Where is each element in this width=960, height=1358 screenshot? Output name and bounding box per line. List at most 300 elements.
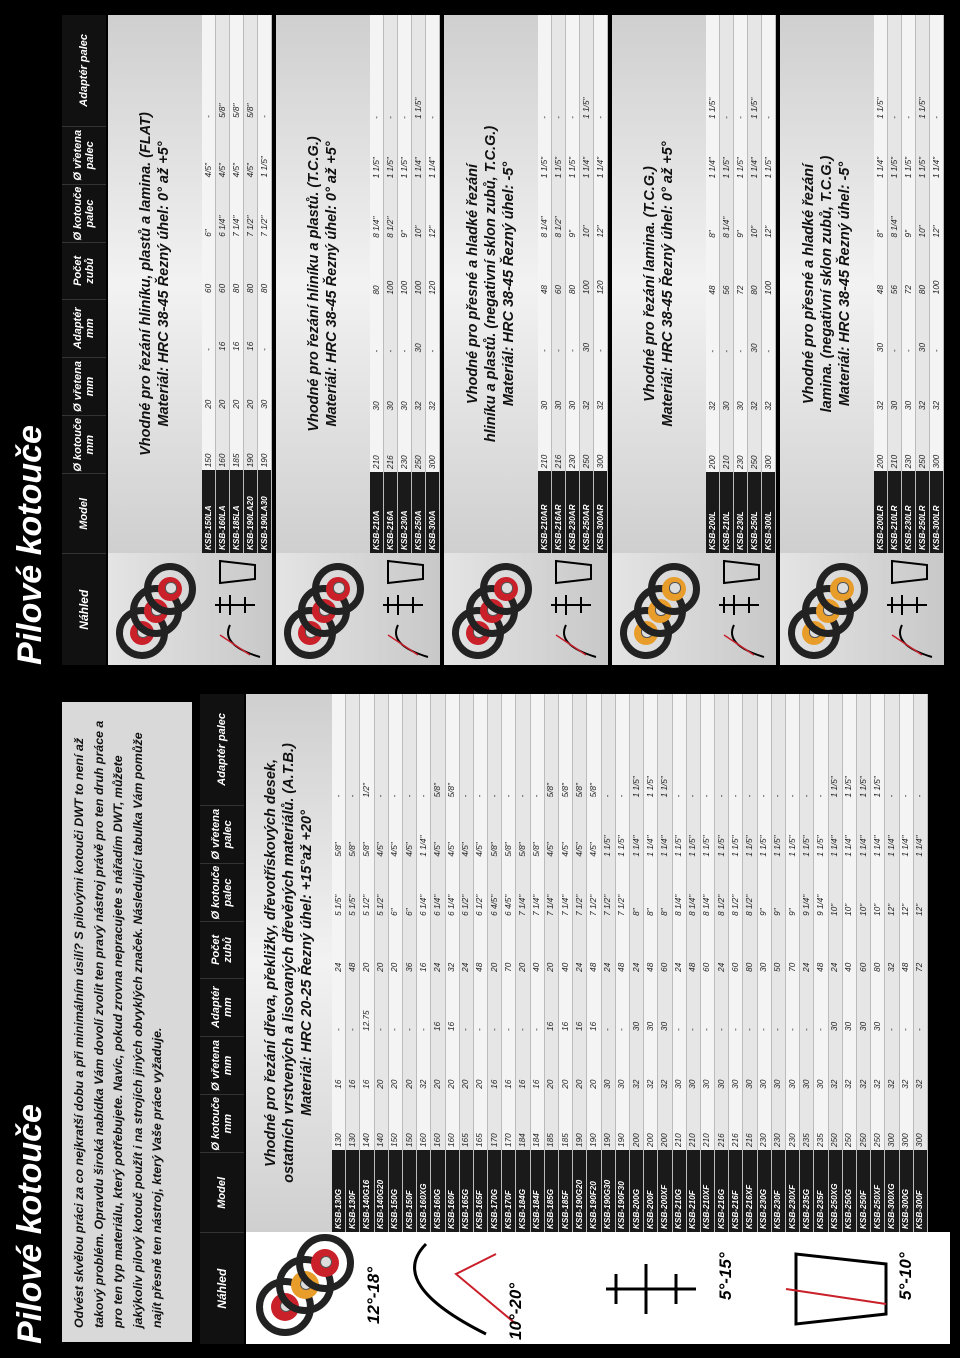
value-cell: -: [473, 694, 487, 800]
value-cell: 300: [594, 413, 608, 471]
header-vreteno-palec: Ø vřetena palec: [200, 806, 244, 864]
value-cell: 30: [771, 1034, 785, 1092]
value-cell: 20: [202, 354, 216, 412]
table-row: [417, 694, 431, 1232]
value-cell: -: [888, 297, 902, 355]
model-cell: KSB-250XG: [828, 1150, 842, 1232]
angle-label: 5°-15°: [716, 1252, 735, 1300]
value-cell: -: [757, 975, 771, 1034]
table-row: [516, 694, 530, 1232]
value-cell: 5/8": [346, 800, 360, 859]
value-cell: 30: [580, 297, 594, 355]
value-cell: 9": [566, 181, 580, 240]
value-cell: -: [902, 15, 916, 122]
value-cell: 5 1/2": [360, 860, 374, 919]
table-row: [594, 15, 608, 553]
value-cell: 16: [559, 975, 573, 1034]
value-cell: 1 1/5": [874, 15, 888, 122]
value-cell: 5/8": [244, 15, 258, 121]
value-cell: 30: [842, 975, 856, 1034]
value-cell: -: [734, 15, 748, 122]
table-row: [360, 694, 374, 1232]
value-cell: -: [566, 297, 580, 355]
header-model: Model: [200, 1153, 244, 1233]
value-cell: 100: [412, 241, 426, 298]
model-cell: KSB-150G: [388, 1150, 402, 1232]
table-row: [715, 694, 729, 1232]
value-cell: 1 1/5": [644, 694, 658, 800]
value-cell: 1 1/5": [757, 800, 771, 859]
value-cell: 20: [431, 1034, 445, 1092]
value-cell: 36: [402, 919, 416, 975]
group-table: [874, 15, 944, 553]
value-cell: 4/5": [459, 800, 473, 859]
desc-line: Vhodné pro přesné a hladké řezání: [465, 163, 481, 405]
value-cell: 216: [729, 1092, 743, 1150]
model-cell: KSB-230LR: [902, 471, 916, 553]
table-row: [658, 694, 672, 1232]
value-cell: 210: [720, 414, 734, 473]
value-cell: 16: [346, 1034, 360, 1092]
value-cell: -: [530, 694, 544, 800]
group-description: [276, 15, 370, 553]
value-cell: 1 1/5": [748, 15, 762, 122]
value-cell: 24: [828, 919, 842, 975]
value-cell: 5/8": [332, 800, 346, 859]
model-cell: KSB-140G20: [374, 1150, 388, 1232]
value-cell: -: [930, 15, 944, 122]
value-cell: 24: [715, 919, 729, 975]
blade-group: [612, 15, 776, 665]
value-cell: 300: [762, 414, 776, 473]
value-cell: 1 1/4": [856, 800, 870, 859]
value-cell: -: [913, 975, 927, 1034]
value-cell: 30: [734, 356, 748, 414]
value-cell: 30: [800, 1034, 814, 1092]
model-cell: KSB-216G: [715, 1150, 729, 1232]
value-cell: 250: [871, 1092, 885, 1150]
value-cell: 9 1/4": [800, 860, 814, 919]
model-cell: KSB-300A: [426, 472, 440, 553]
desc-material: Materiál: HRC 20-25 Řezný úhel: +15°až +20°: [299, 810, 315, 1116]
value-cell: 120: [594, 240, 608, 297]
value-cell: 30: [748, 298, 762, 356]
value-cell: 235: [814, 1092, 828, 1150]
value-cell: 1 1/5": [916, 15, 930, 122]
value-cell: -: [459, 975, 473, 1034]
value-cell: 30: [700, 1034, 714, 1092]
table-row: [700, 694, 714, 1232]
value-cell: 32: [913, 1034, 927, 1092]
value-cell: 5 1/2": [374, 860, 388, 919]
value-cell: -: [720, 15, 734, 122]
table-row: [445, 694, 459, 1232]
value-cell: 16: [332, 1034, 346, 1092]
value-cell: -: [800, 975, 814, 1034]
page-title: Pilové kotouče: [11, 425, 49, 665]
value-cell: 230: [771, 1092, 785, 1150]
value-cell: 190: [601, 1092, 615, 1150]
value-cell: 1 1/5": [729, 800, 743, 859]
value-cell: 1 1/4": [930, 122, 944, 181]
value-cell: 216: [715, 1092, 729, 1150]
value-cell: 210: [888, 413, 902, 471]
value-cell: 216: [552, 413, 566, 471]
tooth-geometry-diagram: [704, 553, 774, 665]
table-row: [734, 15, 748, 553]
table-row: [743, 694, 757, 1232]
value-cell: -: [601, 694, 615, 800]
value-cell: 1 1/4": [706, 122, 720, 181]
group-table: [370, 15, 440, 553]
tooth-geometry-diagram: [368, 553, 438, 665]
value-cell: 10": [916, 181, 930, 240]
value-cell: 24: [672, 919, 686, 975]
value-cell: -: [374, 694, 388, 800]
model-cell: KSB-300AR: [594, 471, 608, 553]
value-cell: 24: [431, 919, 445, 975]
value-cell: 20: [388, 919, 402, 975]
value-cell: -: [615, 694, 629, 800]
value-cell: 250: [856, 1092, 870, 1150]
value-cell: 1 1/5": [800, 800, 814, 859]
value-cell: 20: [473, 1034, 487, 1092]
value-cell: -: [913, 694, 927, 800]
group-table-area: [612, 15, 776, 553]
value-cell: 8 1/2": [552, 181, 566, 240]
value-cell: 16: [445, 975, 459, 1034]
value-cell: 30: [370, 355, 384, 413]
model-cell: KSB-190LA20: [244, 470, 258, 553]
value-cell: 30: [902, 355, 916, 413]
value-cell: 24: [800, 919, 814, 975]
value-cell: -: [502, 975, 516, 1034]
header-nahled: Náhled: [215, 1268, 229, 1309]
value-cell: 30: [874, 297, 888, 355]
value-cell: 7 1/4": [544, 860, 558, 919]
value-cell: 1 1/4": [658, 800, 672, 859]
value-cell: 12": [885, 860, 899, 919]
value-cell: 1 1/4": [913, 800, 927, 859]
model-cell: KSB-200F: [644, 1150, 658, 1232]
table-row: [644, 694, 658, 1232]
desc-line: Materiál: HRC 38-45 Řezný úhel: -5°: [501, 161, 517, 407]
value-cell: 16: [417, 919, 431, 975]
value-cell: 235: [800, 1092, 814, 1150]
value-cell: -: [743, 975, 757, 1034]
value-cell: 1 1/5": [658, 694, 672, 800]
value-cell: 6 1/2": [459, 860, 473, 919]
value-cell: -: [566, 15, 580, 122]
value-cell: 1 1/5": [629, 694, 643, 800]
table-row: [426, 15, 440, 553]
value-cell: 20: [374, 1034, 388, 1092]
value-cell: -: [902, 297, 916, 355]
group-table-area: [276, 15, 440, 553]
value-cell: 30: [916, 297, 930, 355]
value-cell: 30: [828, 975, 842, 1034]
value-cell: 10": [580, 181, 594, 240]
value-cell: -: [346, 975, 360, 1034]
tooth-geometry-diagram: [536, 553, 606, 665]
table-row: [874, 15, 888, 553]
value-cell: -: [502, 694, 516, 800]
value-cell: 1 1/4": [412, 122, 426, 181]
model-cell: KSB-230G: [757, 1150, 771, 1232]
value-cell: 10": [412, 181, 426, 240]
value-cell: -: [615, 975, 629, 1034]
value-cell: 30: [757, 1034, 771, 1092]
value-cell: -: [899, 975, 913, 1034]
header-kotouc-mm: Ø kotouče mm: [200, 1095, 244, 1153]
value-cell: -: [814, 975, 828, 1034]
value-cell: 140: [374, 1092, 388, 1150]
value-cell: 300: [899, 1092, 913, 1150]
value-cell: 6": [202, 180, 216, 239]
value-cell: 32: [762, 356, 776, 414]
table-row: [916, 15, 930, 553]
value-cell: 32: [874, 355, 888, 413]
desc-line: Materiál: HRC 38-45 Řezný úhel: 0° až +5°: [156, 141, 172, 427]
value-cell: 1 1/4": [580, 122, 594, 181]
table-row: [706, 15, 720, 553]
value-cell: 1 1/4": [629, 800, 643, 859]
value-cell: 20: [488, 919, 502, 975]
model-cell: KSB-185G: [544, 1150, 558, 1232]
model-cell: KSB-230A: [398, 472, 412, 553]
value-cell: 4/5": [587, 800, 601, 859]
value-cell: 5 1/5": [346, 860, 360, 919]
value-cell: -: [488, 694, 502, 800]
value-cell: 1 1/5": [706, 15, 720, 122]
value-cell: -: [743, 694, 757, 800]
value-cell: 8 1/2": [743, 860, 757, 919]
value-cell: -: [538, 297, 552, 355]
value-cell: 5/8": [544, 694, 558, 800]
table-row: [748, 15, 762, 553]
value-cell: 1 1/5": [566, 122, 580, 181]
value-cell: -: [800, 694, 814, 800]
value-cell: 9": [734, 181, 748, 240]
value-cell: 6 4/5": [502, 860, 516, 919]
value-cell: 4/5": [573, 800, 587, 859]
value-cell: 32: [930, 355, 944, 413]
value-cell: 7 1/4": [530, 860, 544, 919]
table-row: [786, 694, 800, 1232]
value-cell: 7 1/4": [559, 860, 573, 919]
value-cell: -: [771, 975, 785, 1034]
table-row: [629, 694, 643, 1232]
value-cell: 140: [360, 1092, 374, 1150]
model-cell: KSB-185LA: [230, 470, 244, 553]
value-cell: -: [426, 15, 440, 122]
value-cell: 7 1/2": [244, 180, 258, 239]
value-cell: 8 1/4": [720, 181, 734, 240]
blade-group: [276, 15, 440, 665]
model-cell: KSB-216AR: [552, 471, 566, 553]
value-cell: 48: [686, 919, 700, 975]
model-cell: KSB-210A: [370, 472, 384, 553]
value-cell: -: [258, 296, 272, 354]
value-cell: 1 1/5": [762, 122, 776, 181]
header-adapter-mm: Adaptér mm: [200, 979, 244, 1037]
table-row: [720, 15, 734, 553]
value-cell: 32: [417, 1034, 431, 1092]
value-cell: 20: [445, 1034, 459, 1092]
value-cell: -: [552, 15, 566, 122]
value-cell: -: [757, 694, 771, 800]
value-cell: 6": [388, 860, 402, 919]
value-cell: -: [715, 975, 729, 1034]
value-cell: 32: [748, 356, 762, 414]
value-cell: 30: [566, 355, 580, 413]
table-row: [431, 694, 445, 1232]
value-cell: -: [814, 694, 828, 800]
value-cell: -: [384, 15, 398, 122]
header-kotouc-palec: Ø kotouče palec: [200, 864, 244, 922]
value-cell: 4/5": [544, 800, 558, 859]
table-row: [412, 15, 426, 553]
model-cell: KSB-184G: [516, 1150, 530, 1232]
model-cell: KSB-300XG: [885, 1150, 899, 1232]
value-cell: 210: [686, 1092, 700, 1150]
value-cell: -: [885, 975, 899, 1034]
blade-image: [312, 563, 364, 615]
table-row: [729, 694, 743, 1232]
value-cell: 7 1/2": [615, 860, 629, 919]
value-cell: 1 1/5": [552, 122, 566, 181]
value-cell: 200: [706, 414, 720, 473]
value-cell: 5/8": [530, 800, 544, 859]
value-cell: 30: [412, 298, 426, 356]
value-cell: 184: [516, 1092, 530, 1150]
value-cell: -: [672, 694, 686, 800]
value-cell: 230: [786, 1092, 800, 1150]
value-cell: 5 1/5": [332, 860, 346, 919]
value-cell: 30: [538, 355, 552, 413]
value-cell: -: [516, 694, 530, 800]
value-cell: 1 1/4": [748, 122, 762, 181]
value-cell: 8 1/2": [729, 860, 743, 919]
model-cell: KSB-235G: [800, 1150, 814, 1232]
value-cell: 300: [885, 1092, 899, 1150]
value-cell: 16: [488, 1034, 502, 1092]
value-cell: 1/2": [360, 694, 374, 800]
value-cell: 32: [426, 355, 440, 413]
desc-line: Vhodné pro řezání hliníku, plastů a lamina. (FLAT): [138, 112, 154, 456]
value-cell: -: [700, 694, 714, 800]
value-cell: 5/8": [573, 694, 587, 800]
value-cell: 250: [842, 1092, 856, 1150]
value-cell: -: [374, 975, 388, 1034]
wood-preview: [246, 1232, 950, 1344]
value-cell: 30: [672, 1034, 686, 1092]
value-cell: 1 1/4": [871, 800, 885, 859]
value-cell: 165: [459, 1092, 473, 1150]
value-cell: 32: [842, 1034, 856, 1092]
value-cell: -: [488, 975, 502, 1034]
value-cell: -: [888, 15, 902, 122]
value-cell: 210: [538, 413, 552, 471]
value-cell: 32: [885, 1034, 899, 1092]
group-table-area: [108, 15, 272, 553]
value-cell: 165: [473, 1092, 487, 1150]
value-cell: 30: [814, 1034, 828, 1092]
value-cell: -: [601, 975, 615, 1034]
value-cell: 250: [916, 413, 930, 471]
value-cell: 20: [559, 1034, 573, 1092]
value-cell: 250: [828, 1092, 842, 1150]
value-cell: 4/5": [374, 800, 388, 859]
value-cell: 16: [587, 975, 601, 1034]
desc-line: Vhodné pro řezání hliníku a plastů. (T.C.G.): [306, 136, 322, 432]
model-cell: KSB-235F: [814, 1150, 828, 1232]
value-cell: 12": [426, 181, 440, 240]
value-cell: 4/5": [230, 121, 244, 180]
table-row: [587, 694, 601, 1232]
value-cell: 1 1/5": [580, 15, 594, 122]
group-preview: [108, 553, 272, 665]
value-cell: -: [332, 694, 346, 800]
table-row: [544, 694, 558, 1232]
value-cell: 40: [842, 919, 856, 975]
value-cell: 32: [856, 1034, 870, 1092]
table-row: [757, 694, 771, 1232]
model-cell: KSB-160F: [445, 1150, 459, 1232]
value-cell: -: [459, 694, 473, 800]
value-cell: 6 4/5": [488, 860, 502, 919]
value-cell: 1 1/5": [700, 800, 714, 859]
value-cell: 1 1/5": [916, 122, 930, 181]
model-cell: KSB-230F: [771, 1150, 785, 1232]
header-nahled: Náhled: [77, 589, 91, 630]
table-row: [762, 15, 776, 553]
wood-group: [246, 694, 950, 1344]
value-cell: 56: [720, 241, 734, 298]
header-zubu: Počet zubů: [62, 243, 106, 299]
table-row: [374, 694, 388, 1232]
value-cell: 190: [573, 1092, 587, 1150]
desc-line: Materiál: HRC 38-45 Řezný úhel: -5°: [837, 161, 853, 407]
group-table: [706, 15, 776, 553]
value-cell: 32: [871, 1034, 885, 1092]
value-cell: 185: [559, 1092, 573, 1150]
angle-label: 10°-20°: [506, 1282, 525, 1340]
model-cell: KSB-250F: [856, 1150, 870, 1232]
value-cell: 190: [587, 1092, 601, 1150]
value-cell: 48: [814, 919, 828, 975]
value-cell: 20: [388, 1034, 402, 1092]
intro-text: Odvést skvělou práci za co nejkratší dobu a při minimálním úsilí? S pilovými kotouči DWT to není až takový problém. Opravdu široká nabídka Vám dovolí zvolit ten pravý nástroj právě pro ten druh práce a pro ten typ materiálu, který potřebujete. Navíc, pokud zrovna nepracujete s nářadím DWT, můžete jakýkoliv pilový kotouč použít i na strojích jiných obvyklých značek. Následující tabulka Vám pomůže najít přesně ten nástroj, který Vaše práce vyžaduje.: [62, 702, 192, 1342]
value-cell: 5/8": [559, 694, 573, 800]
model-cell: KSB-150LA: [202, 470, 216, 553]
value-cell: 1 1/5": [734, 122, 748, 181]
header-kotouc-palec: Ø kotouče palec: [62, 185, 106, 243]
value-cell: 30: [856, 975, 870, 1034]
model-cell: KSB-300L: [762, 472, 776, 553]
value-cell: -: [384, 298, 398, 356]
model-cell: KSB-250AR: [580, 471, 594, 553]
value-cell: 7 1/2": [573, 860, 587, 919]
value-cell: 1 1/4": [426, 122, 440, 181]
table-row: [398, 15, 412, 553]
value-cell: -: [346, 694, 360, 800]
table-row: [202, 15, 216, 553]
value-cell: 200: [874, 413, 888, 471]
value-cell: 8 1/2": [715, 860, 729, 919]
value-cell: 5/8": [502, 800, 516, 859]
table-row: [258, 15, 272, 553]
